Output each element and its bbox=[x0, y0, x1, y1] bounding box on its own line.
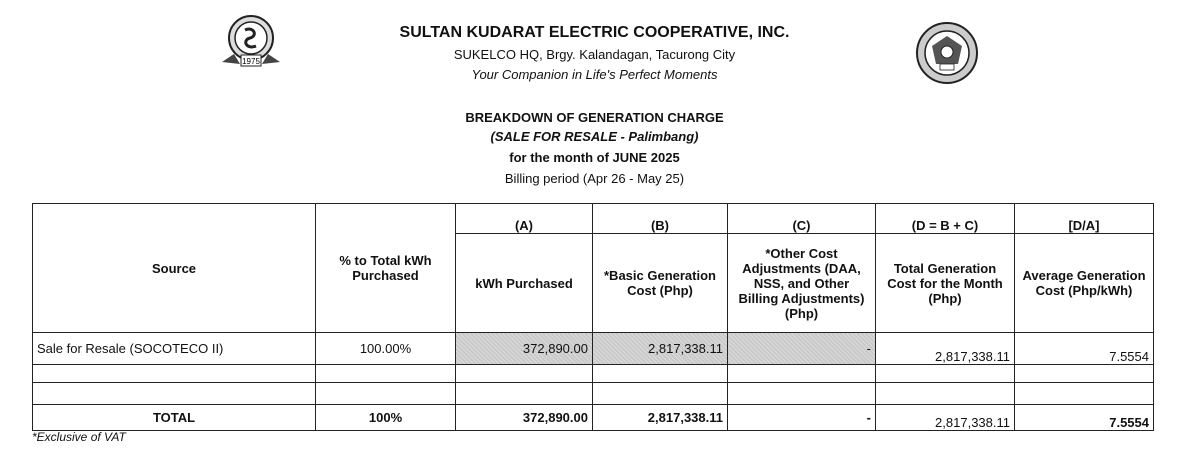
footnote-vat: *Exclusive of VAT bbox=[32, 430, 126, 444]
row-pct: 100.00% bbox=[316, 333, 456, 365]
billing-month: for the month of JUNE 2025 bbox=[509, 150, 680, 165]
code-c: (C) bbox=[728, 204, 876, 234]
header-other-cost-adjustments: *Other Cost Adjustments (DAA, NSS, and Other Billing Adjustments) (Php) bbox=[728, 234, 876, 333]
header-total-generation-cost: Total Generation Cost for the Month (Php) bbox=[876, 234, 1015, 333]
total-basic: 2,817,338.11 bbox=[593, 405, 728, 431]
header-source: Source bbox=[33, 204, 316, 333]
empty-row bbox=[33, 365, 1154, 383]
row-basic: 2,817,338.11 bbox=[593, 333, 728, 365]
document-subtitle: (SALE FOR RESALE - Palimbang) bbox=[490, 129, 699, 144]
row-avg: 7.5554 bbox=[1015, 333, 1154, 365]
generation-charge-table bbox=[32, 203, 1154, 431]
row-other: - bbox=[728, 333, 876, 365]
total-pct: 100% bbox=[316, 405, 456, 431]
code-d: (D = B + C) bbox=[876, 204, 1015, 234]
total-avg: 7.5554 bbox=[1015, 405, 1154, 431]
code-da: [D/A] bbox=[1015, 204, 1154, 234]
total-kwh: 372,890.00 bbox=[456, 405, 593, 431]
company-tagline: Your Companion in Life's Perfect Moments bbox=[471, 67, 718, 82]
empty-row bbox=[33, 383, 1154, 405]
code-b: (B) bbox=[593, 204, 728, 234]
company-name: SULTAN KUDARAT ELECTRIC COOPERATIVE, INC. bbox=[399, 24, 790, 41]
billing-period: Billing period (Apr 26 - May 25) bbox=[504, 171, 685, 186]
logo-year: 1975 bbox=[242, 57, 260, 66]
row-kwh: 372,890.00 bbox=[456, 333, 593, 365]
document-title: BREAKDOWN OF GENERATION CHARGE bbox=[465, 110, 724, 125]
row-source: Sale for Resale (SOCOTECO II) bbox=[33, 333, 316, 365]
total-row bbox=[33, 405, 1154, 431]
header-pct-total: % to Total kWh Purchased bbox=[316, 204, 456, 333]
header-average-generation-cost: Average Generation Cost (Php/kWh) bbox=[1015, 234, 1154, 333]
total-other: - bbox=[728, 405, 876, 431]
total-label: TOTAL bbox=[33, 405, 316, 431]
table-row bbox=[33, 333, 1154, 365]
company-address: SUKELCO HQ, Brgy. Kalandagan, Tacurong City bbox=[453, 47, 736, 62]
code-a: (A) bbox=[456, 204, 593, 234]
left-cooperative-logo bbox=[216, 10, 286, 74]
row-total: 2,817,338.11 bbox=[876, 333, 1015, 365]
header-basic-generation-cost: *Basic Generation Cost (Php) bbox=[593, 234, 728, 333]
header-kwh-purchased: kWh Purchased bbox=[456, 234, 593, 333]
total-generation: 2,817,338.11 bbox=[876, 405, 1015, 431]
